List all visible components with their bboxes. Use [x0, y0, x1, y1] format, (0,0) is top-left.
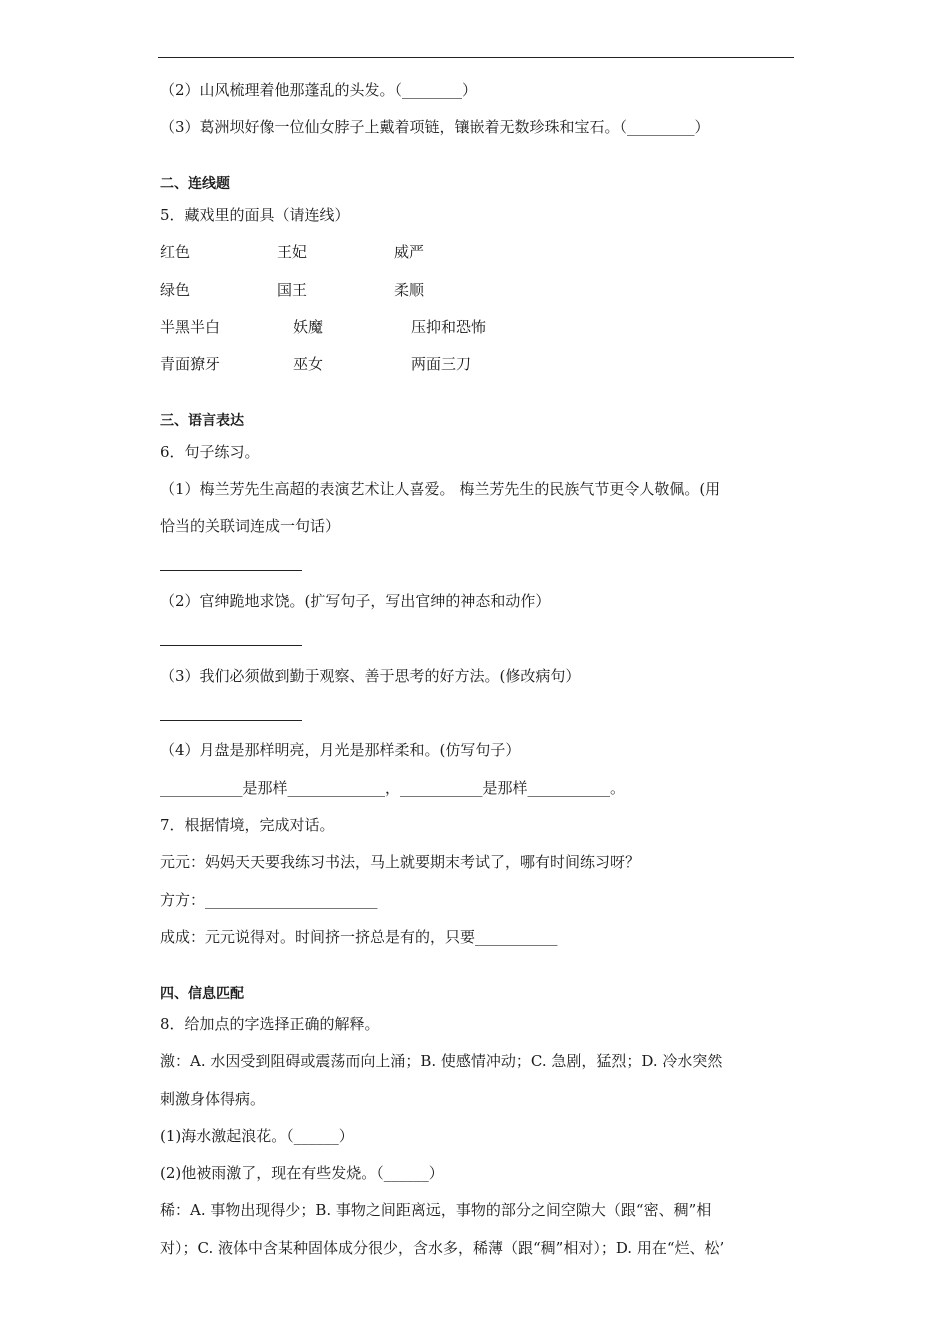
match-right-item: 两面三刀: [411, 355, 472, 373]
match-left-item: 红色: [160, 243, 191, 261]
match-right-item: 压抑和恐怖: [411, 318, 487, 336]
match-right-item: 柔顺: [394, 281, 425, 299]
match-middle-item: 王妃: [277, 243, 308, 261]
xi-definitions-line1: 稀：A. 事物出现得少；B. 事物之间距离远，事物的部分之间空隙大（跟“密、稠”相: [160, 1201, 712, 1219]
match-right-item: 威严: [394, 243, 425, 261]
ji-item-1[interactable]: (1)海水激起浪花。（______）: [160, 1127, 354, 1145]
q4-item-3: （3）葛洲坝好像一位仙女脖子上戴着项链，镶嵌着无数珍珠和宝石。（_________）: [160, 118, 710, 136]
q5-prompt: 5．藏戏里的面具（请连线）: [160, 206, 350, 224]
q6-1-line2: 恰当的关联词连成一句话）: [160, 517, 341, 535]
xi-definitions-line2: 对）；C. 液体中含某种固体成分很少，含水多，稀薄（跟“稠”相对）；D. 用在“烂、松’: [160, 1239, 725, 1257]
q7-prompt: 7．根据情境，完成对话。: [160, 816, 335, 834]
ji-definitions-line2: 刺激身体得病。: [160, 1090, 266, 1108]
q7-yuanyuan: 元元：妈妈天天要我练习书法，马上就要期末考试了，哪有时间练习呀？: [160, 853, 641, 871]
match-left-item: 半黑半白: [160, 318, 221, 336]
ji-item-2[interactable]: (2)他被雨激了，现在有些发烧。（______）: [160, 1164, 444, 1182]
q6-prompt: 6．句子练习。: [160, 443, 260, 461]
section-heading-info-match: 四、信息匹配: [160, 986, 244, 1002]
q4-item-2: （2）山风梳理着他那蓬乱的头发。（________）: [160, 81, 478, 99]
answer-line-q6-2[interactable]: [160, 645, 302, 646]
q8-prompt: 8．给加点的字选择正确的解释。: [160, 1015, 380, 1033]
match-left-item: 青面獠牙: [160, 355, 221, 373]
match-left-item: 绿色: [160, 281, 191, 299]
match-middle-item: 巫女: [293, 355, 324, 373]
q6-1-line1: （1）梅兰芳先生高超的表演艺术让人喜爱。 梅兰芳先生的民族气节更令人敬佩。(用: [160, 480, 721, 498]
q7-fangfang[interactable]: 方方：_______________________: [160, 891, 378, 909]
match-middle-item: 妖魔: [293, 318, 324, 336]
q6-4: （4）月盘是那样明亮，月光是那样柔和。(仿写句子）: [160, 741, 521, 759]
ji-definitions-line1: 激：A. 水因受到阻碍或震荡而向上涌；B. 使感情冲动；C. 急剧，猛烈；D. 冷水突然: [160, 1052, 723, 1070]
answer-line-q6-1[interactable]: [160, 570, 302, 571]
match-middle-item: 国王: [277, 281, 308, 299]
q6-4-blank[interactable]: ___________是那样_____________，___________是那样___________。: [160, 779, 626, 797]
q6-2: （2）官绅跪地求饶。(扩写句子，写出官绅的神态和动作）: [160, 592, 551, 610]
q7-chengcheng[interactable]: 成成：元元说得对。时间挤一挤总是有的，只要___________: [160, 928, 558, 946]
q6-3: （3）我们必须做到勤于观察、善于思考的好方法。(修改病句）: [160, 667, 581, 685]
section-heading-language: 三、语言表达: [160, 413, 244, 429]
section-heading-matching: 二、连线题: [160, 176, 230, 192]
header-rule: [158, 57, 794, 58]
answer-line-q6-3[interactable]: [160, 720, 302, 721]
